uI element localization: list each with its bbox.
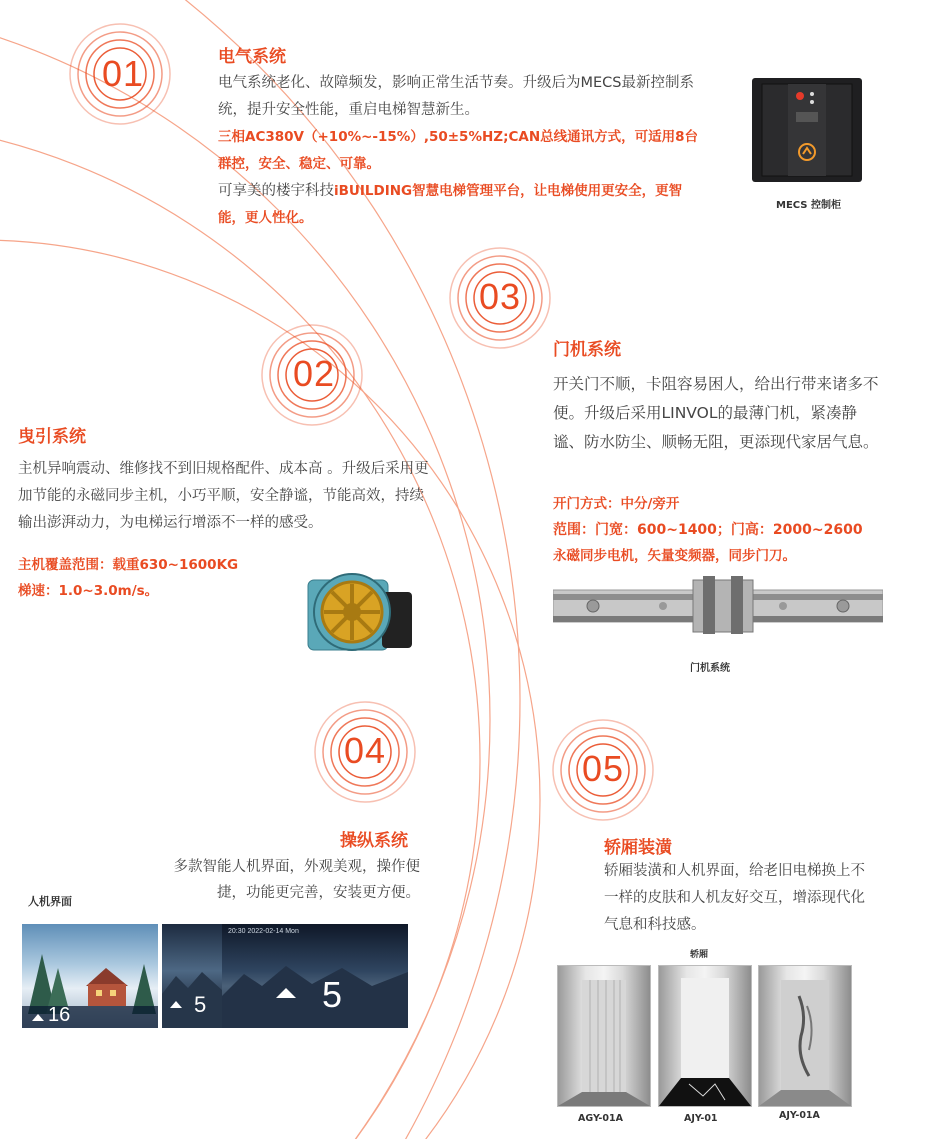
door-description: 开关门不顺，卡阻容易困人，给出行带来诸多不便。升级后采用LINVOL的最薄门机，紧凑静谧、防水防尘、顺畅无阻，更添现代家居气息。: [553, 375, 879, 451]
door-spec-line2: 范围：门宽：600~1400；门高：2000~2600: [553, 522, 863, 538]
hmi-screen-3-floor: 5: [322, 974, 343, 1015]
car-image-3: [758, 965, 852, 1107]
hmi-screen-1-floor: 16: [48, 1004, 71, 1026]
electrical-spec: 三相AC380V（+10%~-15%）,50±5%HZ;CAN总线通讯方式，可适用8台群控，安全、稳定、可靠。: [218, 129, 699, 172]
traction-spec-line1: 主机覆盖范围：载重630~1600KG: [18, 557, 239, 573]
car-label-1: AGY-01A: [578, 1113, 623, 1124]
mecs-cabinet-caption: MECS 控制柜: [776, 200, 841, 211]
traction-spec-line2: 梯速：1.0~3.0m/s。: [18, 583, 159, 599]
car-description: 轿厢装潢和人机界面，给老旧电梯换上不一样的皮肤和人机友好交互，增添现代化气息和科技感。: [604, 863, 865, 933]
electrical-platform-prefix: 可享美的楼宇科技: [218, 183, 334, 199]
hmi-caption: 人机界面: [28, 895, 72, 908]
section-title-electrical: 电气系统: [218, 47, 286, 67]
section-number-02: 02: [293, 353, 336, 394]
car-label-3: AJY-01A: [779, 1110, 820, 1121]
hmi-screen-1: [22, 924, 158, 1028]
hmi-screen-2-floor: 5: [194, 992, 207, 1017]
section-number-05: 05: [582, 748, 625, 789]
traction-spec: [18, 552, 278, 604]
section-title-door: 门机系统: [553, 340, 621, 360]
car-label-2: AJY-01: [684, 1113, 718, 1124]
hmi-screen-3-time: 20:30 2022-02-14 Mon: [228, 928, 299, 935]
car-image-2: [658, 965, 752, 1107]
mecs-cabinet-image: [752, 78, 862, 182]
section-number-01: 01: [102, 53, 145, 94]
section-number-04: 04: [344, 730, 387, 771]
door-machine-image: [553, 572, 883, 640]
door-spec-line1: 开门方式：中分/旁开: [553, 496, 680, 512]
electrical-description: 电气系统老化、故障频发，影响正常生活节奏。升级后为MECS最新控制系统，提升安全性能，重启电梯智慧新生。: [218, 75, 694, 118]
section-title-car: 轿厢装潢: [604, 838, 672, 858]
section-title-operation: 操纵系统: [340, 831, 408, 851]
car-image-1: [557, 965, 651, 1107]
electrical-platform-highlight: iBUILDING智慧电梯管理平台，让电梯使用更安全，更智能，更人性化。: [218, 183, 683, 226]
door-spec-line3: 永磁同步电机，矢量变频器，同步门刀。: [553, 548, 796, 564]
section-title-traction: 曳引系统: [18, 427, 86, 447]
traction-machine-image: [300, 550, 420, 668]
hmi-screen-3: [222, 924, 408, 1028]
car-caption: 轿厢: [690, 950, 709, 960]
section-number-03: 03: [479, 276, 522, 317]
traction-description: 主机异响震动、维修找不到旧规格配件、成本高 。升级后采用更加节能的永磁同步主机，小巧平顺，安全静谧，节能高效，持续输出澎湃动力，为电梯运行增添不一样的感受。: [18, 461, 429, 531]
section-body-electrical: [218, 70, 698, 232]
door-machine-caption: 门机系统: [690, 663, 730, 674]
hmi-screen-2: [162, 924, 222, 1028]
operation-description: 多款智能人机界面，外观美观，操作便捷，功能更完善，安装更方便。: [173, 859, 420, 901]
door-spec: [553, 491, 893, 569]
